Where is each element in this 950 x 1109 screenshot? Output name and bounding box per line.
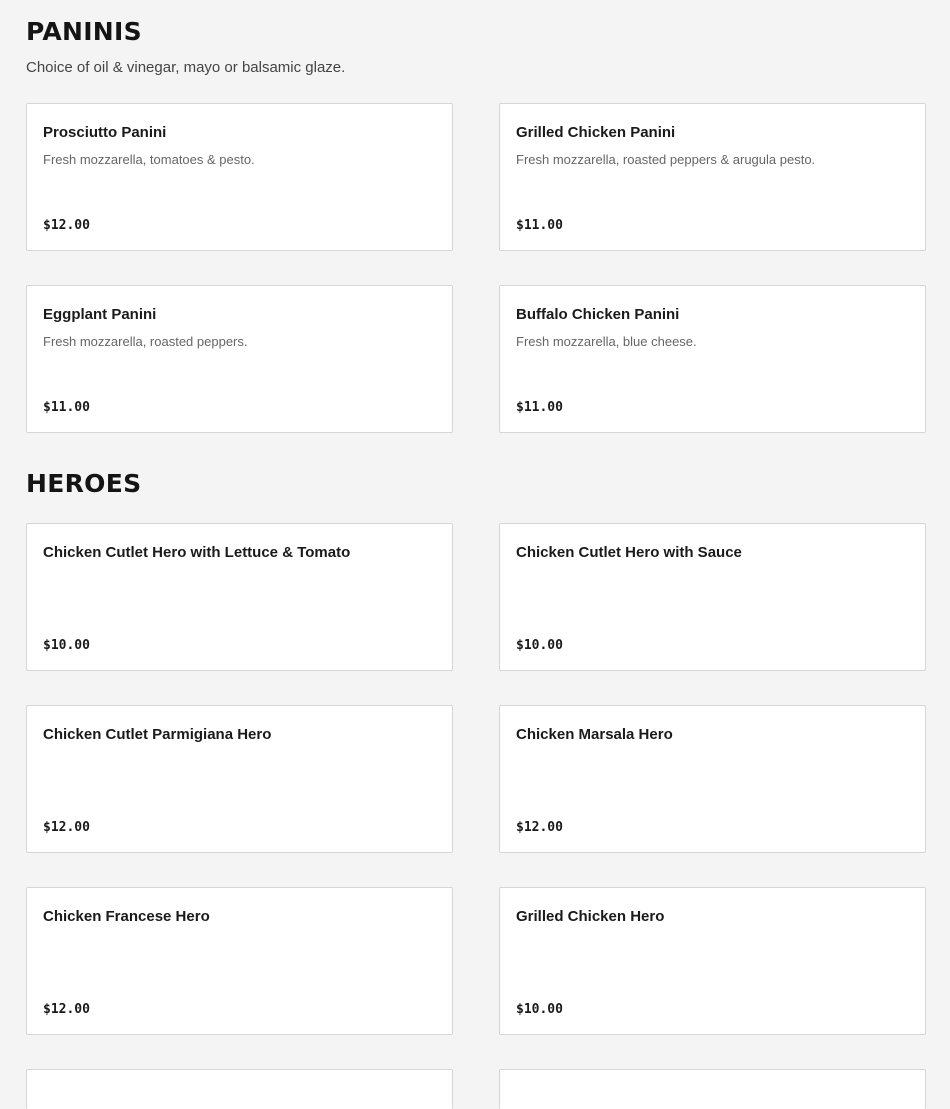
item-description: Fresh mozzarella, roasted peppers & arugula pesto.: [516, 152, 816, 167]
menu-item-card[interactable]: [26, 285, 453, 433]
item-price: $12.00: [43, 820, 90, 835]
item-name: Grilled Chicken Hero: [516, 908, 665, 925]
item-price: $12.00: [43, 1002, 90, 1017]
menu-item-card[interactable]: [499, 887, 926, 1035]
section-title-heroes: HEROES: [26, 469, 142, 498]
item-name: Chicken Marsala Hero: [516, 726, 673, 743]
item-description: Fresh mozzarella, roasted peppers.: [43, 334, 248, 349]
item-description: Fresh mozzarella, tomatoes & pesto.: [43, 152, 255, 167]
item-price: $11.00: [516, 218, 563, 233]
item-price: $10.00: [516, 638, 563, 653]
item-name: Prosciutto Panini: [43, 124, 167, 141]
item-name: Eggplant Panini: [43, 306, 157, 323]
item-name: Chicken Francese Hero: [43, 908, 210, 925]
item-name: Chicken Cutlet Hero with Lettuce & Tomato: [43, 544, 351, 561]
item-price: $12.00: [43, 218, 90, 233]
item-price: $10.00: [43, 638, 90, 653]
menu-item-card[interactable]: [499, 285, 926, 433]
menu-item-card[interactable]: [26, 705, 453, 853]
item-name: Chicken Cutlet Parmigiana Hero: [43, 726, 272, 743]
menu-item-card[interactable]: [499, 523, 926, 671]
menu-item-card[interactable]: [499, 103, 926, 251]
item-description: Fresh mozzarella, blue cheese.: [516, 334, 697, 349]
section-title-paninis: PANINIS: [26, 17, 142, 46]
menu-item-card[interactable]: [499, 705, 926, 853]
menu-item-card[interactable]: [26, 887, 453, 1035]
item-name: Grilled Chicken Panini: [516, 124, 676, 141]
item-price: $11.00: [43, 400, 90, 415]
item-name: Buffalo Chicken Panini: [516, 306, 680, 323]
item-price: $11.00: [516, 400, 563, 415]
menu-item-card[interactable]: [26, 523, 453, 671]
menu-item-card-partial[interactable]: [499, 1069, 926, 1109]
section-subtitle-paninis: Choice of oil & vinegar, mayo or balsamic glaze.: [26, 59, 346, 76]
item-price: $12.00: [516, 820, 563, 835]
menu-item-card-partial[interactable]: [26, 1069, 453, 1109]
item-price: $10.00: [516, 1002, 563, 1017]
menu-item-card[interactable]: [26, 103, 453, 251]
item-name: Chicken Cutlet Hero with Sauce: [516, 544, 742, 561]
